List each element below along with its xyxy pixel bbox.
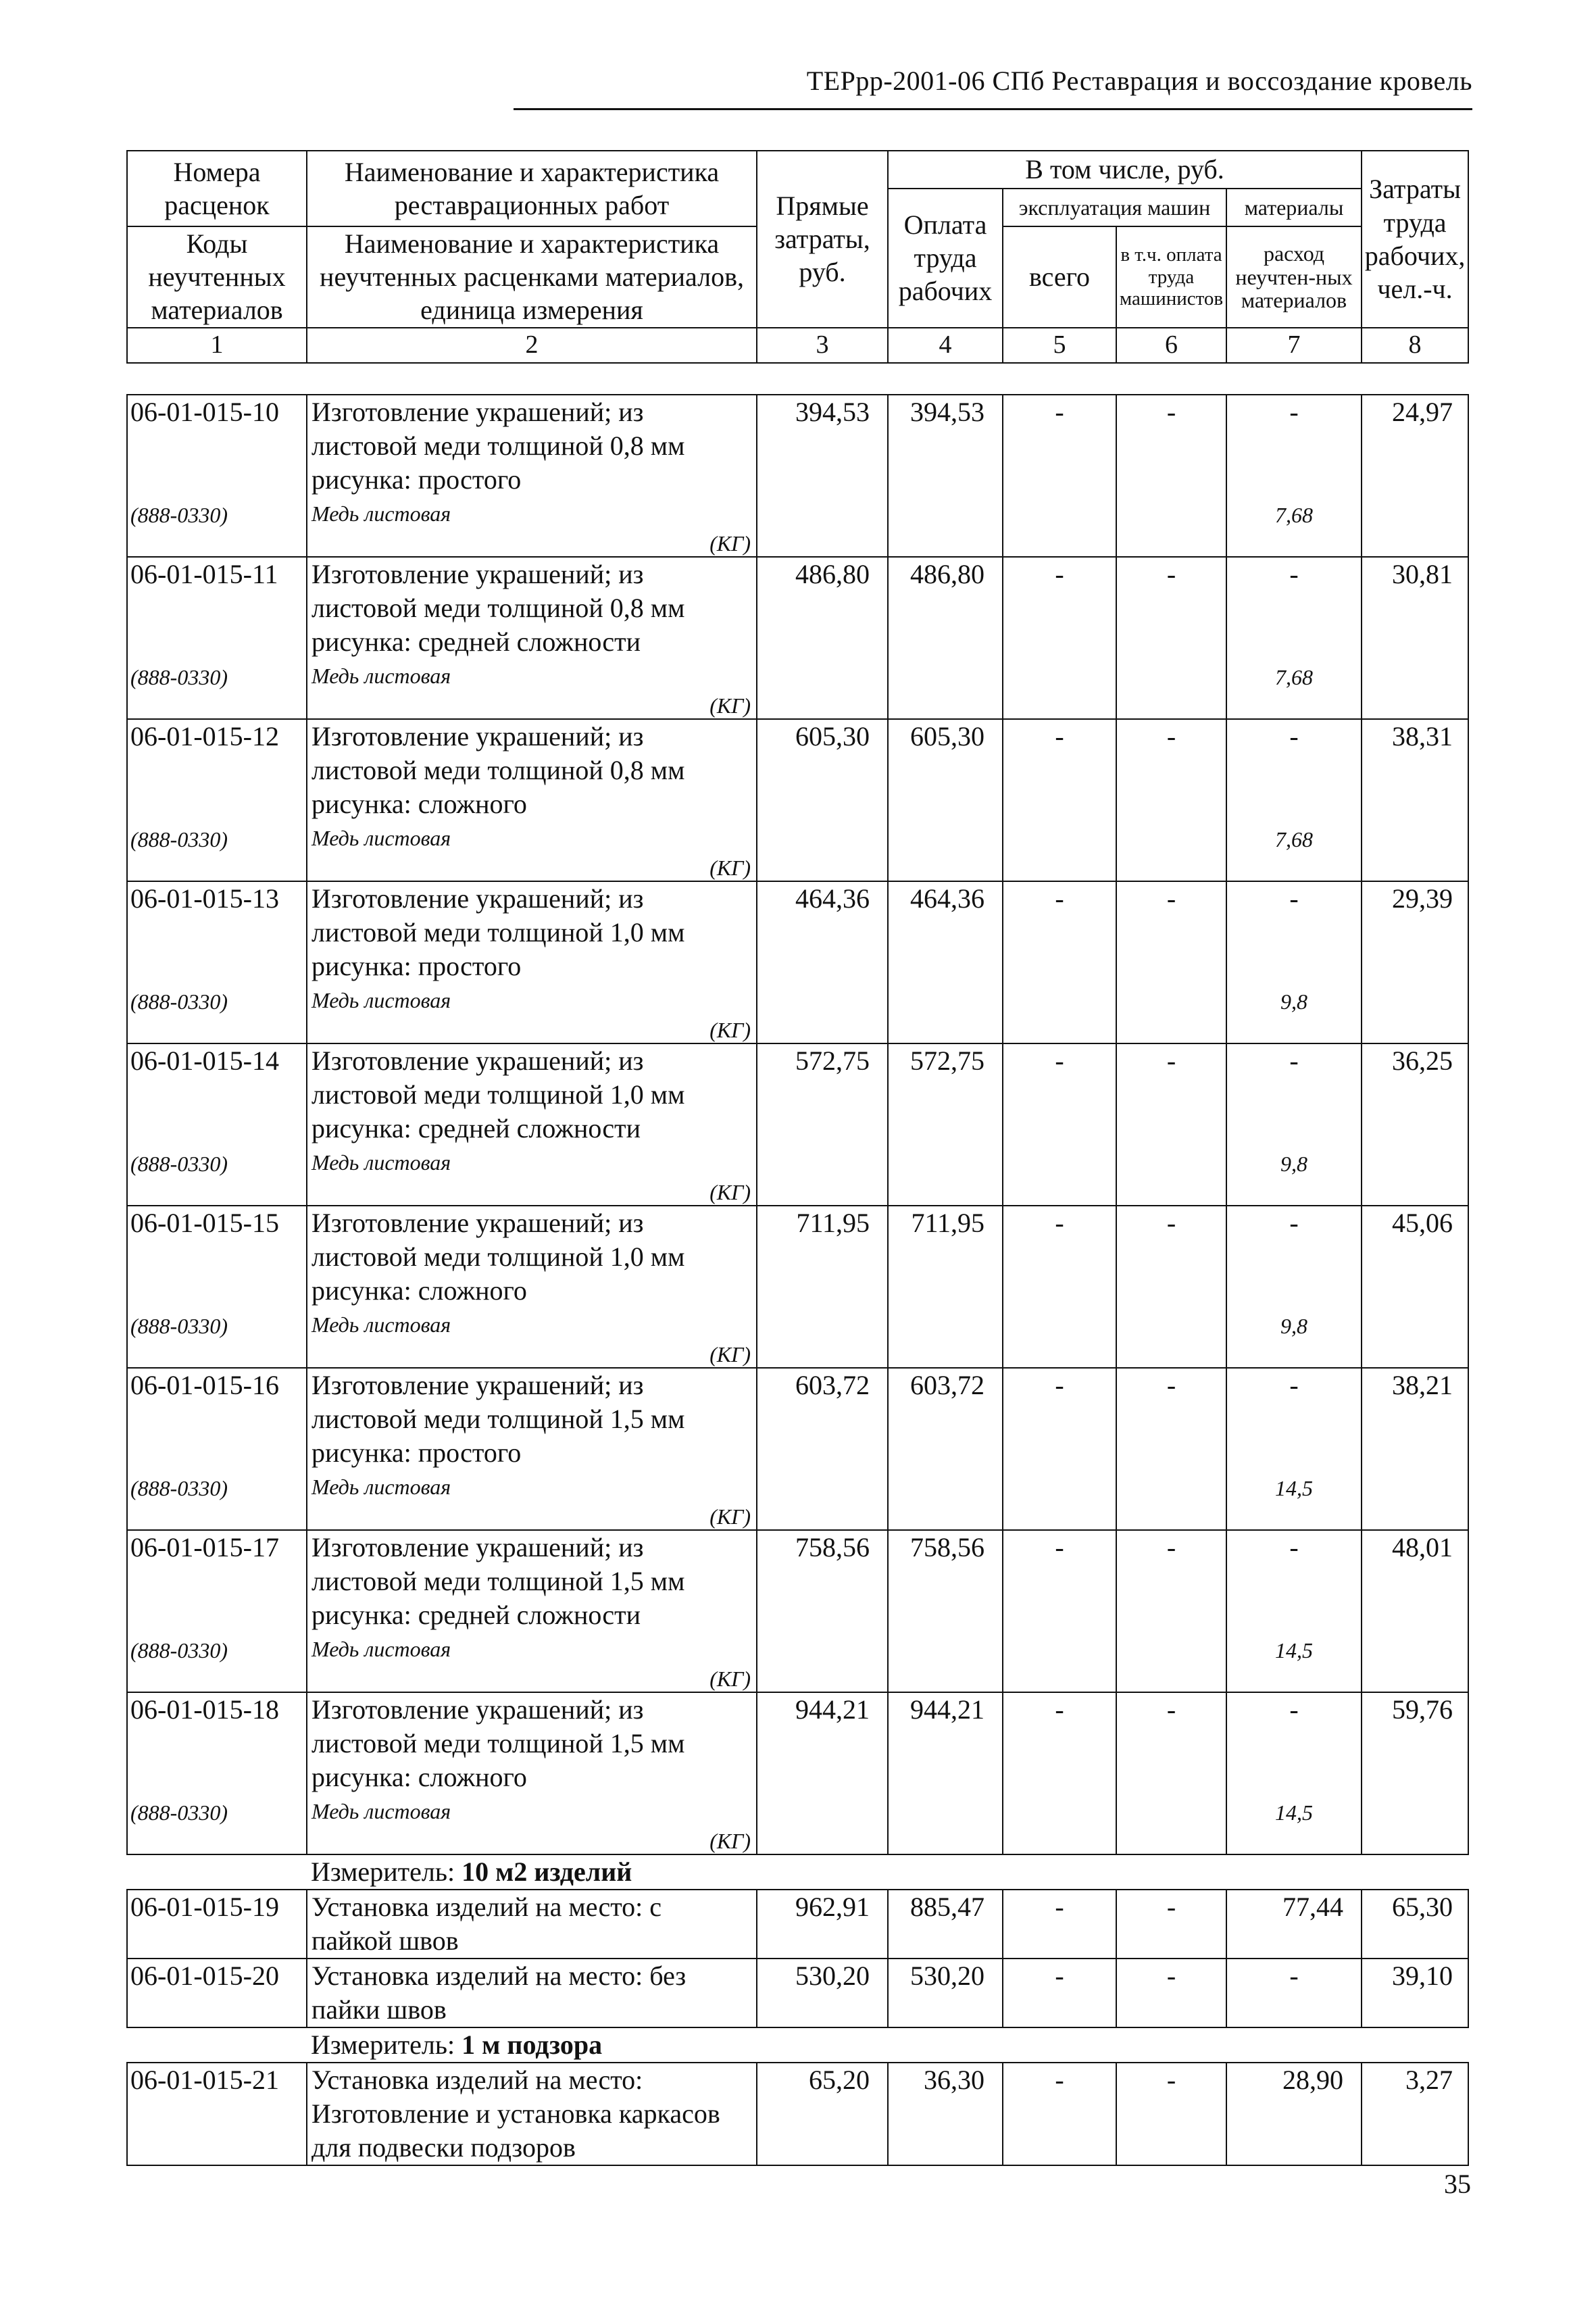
material-code: (888-0330)	[130, 827, 228, 852]
material-quantity: 7,68	[1275, 827, 1313, 852]
description-line: рисунка: средней сложности	[311, 1113, 641, 1143]
rate-code: 06-01-015-20	[130, 1961, 279, 1991]
table-row	[127, 1368, 1468, 1530]
description-line: Установка изделий на место:	[311, 2065, 643, 2095]
description-line: листовой меди толщиной 1,0 мм	[311, 1079, 685, 1110]
description-line: рисунка: простого	[311, 951, 522, 981]
labor-hours: 45,06	[1362, 1206, 1468, 1368]
direct-cost: 530,20	[757, 1959, 888, 2027]
col-number: 3	[757, 328, 888, 363]
rate-code-cell	[127, 881, 307, 1043]
description-line: Изготовление украшений; из	[311, 1532, 644, 1562]
labor-cost: 885,47	[888, 1890, 1003, 1959]
machinist-labor: -	[1116, 395, 1226, 557]
table-row	[127, 1692, 1468, 1854]
col-number: 1	[127, 328, 307, 363]
material-unit: (КГ)	[709, 693, 751, 718]
machinist-labor: -	[1116, 1692, 1226, 1854]
labor-cost: 530,20	[888, 1959, 1003, 2027]
materials-cost	[1226, 881, 1362, 1043]
col-head-2-bottom: Наименование и характеристика неучтенных расценками материалов, единица измерения	[307, 226, 757, 328]
materials-value: -	[1289, 1694, 1299, 1725]
table-row	[127, 2063, 1468, 2165]
rate-description-cell	[307, 395, 757, 557]
labor-cost: 944,21	[888, 1692, 1003, 1854]
material-quantity: 9,8	[1280, 1314, 1307, 1338]
labor-hours: 59,76	[1362, 1692, 1468, 1854]
material-name: Медь листовая	[311, 664, 451, 688]
col-number: 6	[1116, 328, 1226, 363]
rate-code: 06-01-015-18	[130, 1694, 279, 1725]
machinist-labor: -	[1116, 1043, 1226, 1206]
col-head-2-top: Наименование и характеристика реставрационных работ	[307, 151, 757, 226]
description-line: Изготовление украшений; из	[311, 397, 644, 427]
direct-cost: 605,30	[757, 719, 888, 881]
machinist-labor: -	[1116, 1530, 1226, 1692]
description-line: листовой меди толщиной 0,8 мм	[311, 755, 685, 785]
rate-code: 06-01-015-16	[130, 1370, 279, 1400]
rate-code: 06-01-015-19	[130, 1892, 279, 1922]
material-quantity: 14,5	[1275, 1800, 1313, 1825]
measure-row	[127, 1854, 1468, 1890]
description-line: листовой меди толщиной 1,5 мм	[311, 1728, 685, 1758]
machine-cost: -	[1003, 2063, 1116, 2165]
description-line: Изготовление украшений; из	[311, 721, 644, 752]
col-head-4: Оплата труда рабочих	[888, 189, 1003, 328]
rate-code-cell	[127, 719, 307, 881]
materials-value: -	[1289, 1045, 1299, 1076]
materials-cost	[1226, 395, 1362, 557]
rate-description-cell	[307, 1368, 757, 1530]
materials-cost	[1226, 1043, 1362, 1206]
labor-hours: 48,01	[1362, 1530, 1468, 1692]
labor-hours: 38,31	[1362, 719, 1468, 881]
machine-cost: -	[1003, 1043, 1116, 1206]
materials-value: -	[1289, 559, 1299, 589]
direct-cost: 394,53	[757, 395, 888, 557]
rate-description-cell	[307, 719, 757, 881]
rate-code-cell	[127, 557, 307, 719]
measure-label: Измеритель:	[311, 1856, 462, 1887]
labor-cost: 572,75	[888, 1043, 1003, 1206]
labor-cost: 605,30	[888, 719, 1003, 881]
direct-cost: 711,95	[757, 1206, 888, 1368]
machine-cost: -	[1003, 1206, 1116, 1368]
direct-cost: 464,36	[757, 881, 888, 1043]
rate-code: 06-01-015-11	[130, 559, 278, 589]
materials-value: 28,90	[1282, 2065, 1343, 2095]
col-number: 5	[1003, 328, 1116, 363]
rate-description-cell	[307, 1890, 757, 1959]
labor-hours: 39,10	[1362, 1959, 1468, 2027]
direct-cost: 944,21	[757, 1692, 888, 1854]
material-unit: (КГ)	[709, 1342, 751, 1367]
materials-cost	[1226, 2063, 1362, 2165]
col-number: 8	[1362, 328, 1468, 363]
material-code: (888-0330)	[130, 503, 228, 527]
material-quantity: 9,8	[1280, 1152, 1307, 1176]
rate-code-cell	[127, 1530, 307, 1692]
material-unit: (КГ)	[709, 1180, 751, 1204]
labor-cost: 394,53	[888, 395, 1003, 557]
labor-hours: 30,81	[1362, 557, 1468, 719]
material-code: (888-0330)	[130, 1314, 228, 1338]
col-head-group: В том числе, руб.	[888, 151, 1362, 189]
labor-hours: 38,21	[1362, 1368, 1468, 1530]
labor-cost: 711,95	[888, 1206, 1003, 1368]
material-code: (888-0330)	[130, 1152, 228, 1176]
description-line: листовой меди толщиной 0,8 мм	[311, 593, 685, 623]
col-number: 2	[307, 328, 757, 363]
rate-code: 06-01-015-15	[130, 1208, 279, 1238]
material-code: (888-0330)	[130, 1638, 228, 1663]
materials-value: -	[1289, 397, 1299, 427]
labor-hours: 24,97	[1362, 395, 1468, 557]
description-line: рисунка: средней сложности	[311, 1600, 641, 1630]
measure-cell	[307, 2027, 1468, 2063]
description-line: листовой меди толщиной 0,8 мм	[311, 430, 685, 461]
description-line: Изготовление украшений; из	[311, 1208, 644, 1238]
materials-value: -	[1289, 883, 1299, 914]
material-unit: (КГ)	[709, 1504, 751, 1529]
material-name: Медь листовая	[311, 1475, 451, 1499]
header-rule	[514, 108, 1472, 110]
measure-value: 1 м подзора	[462, 2029, 603, 2060]
labor-cost: 758,56	[888, 1530, 1003, 1692]
material-quantity: 7,68	[1275, 503, 1313, 527]
description-line: Изготовление украшений; из	[311, 1045, 644, 1076]
table-row	[127, 1043, 1468, 1206]
description-line: рисунка: простого	[311, 1437, 522, 1468]
materials-cost	[1226, 557, 1362, 719]
measure-row	[127, 2027, 1468, 2063]
labor-hours: 36,25	[1362, 1043, 1468, 1206]
running-header: ТЕРрр-2001-06 СПб Реставрация и воссоздание кровель	[806, 66, 1472, 96]
labor-cost: 464,36	[888, 881, 1003, 1043]
col-head-machines: эксплуатация машин	[1003, 189, 1226, 226]
description-line: пайкой швов	[311, 1925, 459, 1956]
machine-cost: -	[1003, 881, 1116, 1043]
table-row	[127, 1890, 1468, 1959]
description-line: рисунка: простого	[311, 464, 522, 495]
materials-value: -	[1289, 1961, 1299, 1991]
rate-description-cell	[307, 1959, 757, 2027]
rate-code: 06-01-015-10	[130, 397, 279, 427]
machine-cost: -	[1003, 1368, 1116, 1530]
table-row	[127, 557, 1468, 719]
rate-description-cell	[307, 881, 757, 1043]
material-quantity: 14,5	[1275, 1638, 1313, 1663]
machine-cost: -	[1003, 1959, 1116, 2027]
machinist-labor: -	[1116, 2063, 1226, 2165]
col-head-3: Прямые затраты, руб.	[757, 151, 888, 328]
machine-cost: -	[1003, 557, 1116, 719]
rate-description-cell	[307, 1530, 757, 1692]
materials-cost	[1226, 1959, 1362, 2027]
rate-code-cell	[127, 1043, 307, 1206]
direct-cost: 758,56	[757, 1530, 888, 1692]
machinist-labor: -	[1116, 557, 1226, 719]
machine-cost: -	[1003, 719, 1116, 881]
machine-cost: -	[1003, 1890, 1116, 1959]
col-head-5: всего	[1003, 226, 1116, 328]
description-line: для подвески подзоров	[311, 2132, 576, 2163]
materials-value: -	[1289, 1370, 1299, 1400]
materials-cost	[1226, 719, 1362, 881]
materials-cost	[1226, 1692, 1362, 1854]
material-name: Медь листовая	[311, 988, 451, 1012]
rate-code-cell	[127, 2063, 307, 2165]
materials-cost	[1226, 1368, 1362, 1530]
material-quantity: 9,8	[1280, 989, 1307, 1014]
measure-text	[307, 1855, 1468, 1889]
description-line: рисунка: сложного	[311, 1762, 527, 1792]
rate-code-cell	[127, 1692, 307, 1854]
material-name: Медь листовая	[311, 1312, 451, 1337]
measure-spacer	[127, 2027, 307, 2063]
rate-code-cell	[127, 1368, 307, 1530]
labor-cost: 36,30	[888, 2063, 1003, 2165]
description-line: Изготовление украшений; из	[311, 1370, 644, 1400]
direct-cost: 603,72	[757, 1368, 888, 1530]
machinist-labor: -	[1116, 881, 1226, 1043]
material-quantity: 7,68	[1275, 665, 1313, 689]
machinist-labor: -	[1116, 1890, 1226, 1959]
measure-label: Измеритель:	[311, 2029, 462, 2060]
description-line: Изготовление украшений; из	[311, 559, 644, 589]
description-line: листовой меди толщиной 1,0 мм	[311, 1241, 685, 1272]
rate-description-cell	[307, 1206, 757, 1368]
rate-description-cell	[307, 1692, 757, 1854]
machine-cost: -	[1003, 395, 1116, 557]
description-line: рисунка: средней сложности	[311, 626, 641, 657]
measure-cell	[307, 1854, 1468, 1890]
materials-cost	[1226, 1206, 1362, 1368]
col-head-8: Затраты труда рабочих, чел.-ч.	[1362, 151, 1468, 328]
material-name: Медь листовая	[311, 1637, 451, 1661]
machinist-labor: -	[1116, 1368, 1226, 1530]
table-row	[127, 1530, 1468, 1692]
direct-cost: 962,91	[757, 1890, 888, 1959]
material-name: Медь листовая	[311, 1150, 451, 1175]
col-head-7: расход неучтен-ных материалов	[1226, 226, 1362, 328]
machine-cost: -	[1003, 1530, 1116, 1692]
labor-cost: 486,80	[888, 557, 1003, 719]
page-number: 35	[1444, 2169, 1471, 2199]
rate-code: 06-01-015-13	[130, 883, 279, 914]
rate-code: 06-01-015-14	[130, 1045, 279, 1076]
machine-cost: -	[1003, 1692, 1116, 1854]
material-name: Медь листовая	[311, 826, 451, 850]
description-line: Установка изделий на место: с	[311, 1892, 662, 1922]
material-unit: (КГ)	[709, 1667, 751, 1691]
description-line: листовой меди толщиной 1,5 мм	[311, 1404, 685, 1434]
direct-cost: 486,80	[757, 557, 888, 719]
table-row	[127, 719, 1468, 881]
material-name: Медь листовая	[311, 501, 451, 526]
rate-code-cell	[127, 1959, 307, 2027]
description-line: Изготовление украшений; из	[311, 883, 644, 914]
material-unit: (КГ)	[709, 1829, 751, 1853]
col-head-1-top: Номера расценок	[127, 151, 307, 226]
labor-hours: 29,39	[1362, 881, 1468, 1043]
material-code: (888-0330)	[130, 1800, 228, 1825]
col-number: 4	[888, 328, 1003, 363]
description-line: Установка изделий на место: без	[311, 1961, 687, 1991]
table-row	[127, 395, 1468, 557]
rate-code-cell	[127, 1890, 307, 1959]
col-head-6: в т.ч. оплата труда машинистов	[1116, 226, 1226, 328]
rates-table	[126, 394, 1469, 2166]
material-code: (888-0330)	[130, 665, 228, 689]
description-line: Изготовление и установка каркасов	[311, 2098, 720, 2129]
rate-code: 06-01-015-12	[130, 721, 279, 752]
material-unit: (КГ)	[709, 856, 751, 880]
labor-hours: 65,30	[1362, 1890, 1468, 1959]
rate-code: 06-01-015-17	[130, 1532, 279, 1562]
materials-value: -	[1289, 721, 1299, 752]
materials-value: -	[1289, 1208, 1299, 1238]
table-header	[126, 150, 1469, 364]
rate-description-cell	[307, 1043, 757, 1206]
col-head-materials: материалы	[1226, 189, 1362, 226]
labor-hours: 3,27	[1362, 2063, 1468, 2165]
rate-description-cell	[307, 557, 757, 719]
materials-value: -	[1289, 1532, 1299, 1562]
material-name: Медь листовая	[311, 1799, 451, 1823]
description-line: пайки швов	[311, 1994, 447, 2025]
table-row	[127, 1959, 1468, 2027]
labor-cost: 603,72	[888, 1368, 1003, 1530]
table-row	[127, 1206, 1468, 1368]
rate-code-cell	[127, 1206, 307, 1368]
description-line: листовой меди толщиной 1,0 мм	[311, 917, 685, 947]
material-unit: (КГ)	[709, 1018, 751, 1042]
description-line: рисунка: сложного	[311, 789, 527, 819]
direct-cost: 572,75	[757, 1043, 888, 1206]
direct-cost: 65,20	[757, 2063, 888, 2165]
materials-cost	[1226, 1890, 1362, 1959]
material-code: (888-0330)	[130, 989, 228, 1014]
description-line: Изготовление украшений; из	[311, 1694, 644, 1725]
table-row	[127, 881, 1468, 1043]
description-line: рисунка: сложного	[311, 1275, 527, 1306]
material-code: (888-0330)	[130, 1476, 228, 1500]
rate-code-cell	[127, 395, 307, 557]
rate-description-cell	[307, 2063, 757, 2165]
machinist-labor: -	[1116, 1959, 1226, 2027]
measure-spacer	[127, 1854, 307, 1890]
description-line: листовой меди толщиной 1,5 мм	[311, 1566, 685, 1596]
materials-cost	[1226, 1530, 1362, 1692]
material-unit: (КГ)	[709, 531, 751, 556]
measure-text	[307, 2028, 1468, 2062]
measure-value: 10 м2 изделий	[462, 1856, 632, 1887]
materials-value: 77,44	[1282, 1892, 1343, 1922]
rate-code: 06-01-015-21	[130, 2065, 279, 2095]
material-quantity: 14,5	[1275, 1476, 1313, 1500]
machinist-labor: -	[1116, 719, 1226, 881]
machinist-labor: -	[1116, 1206, 1226, 1368]
col-number: 7	[1226, 328, 1362, 363]
col-head-1-bottom: Коды неучтенных материалов	[127, 226, 307, 328]
